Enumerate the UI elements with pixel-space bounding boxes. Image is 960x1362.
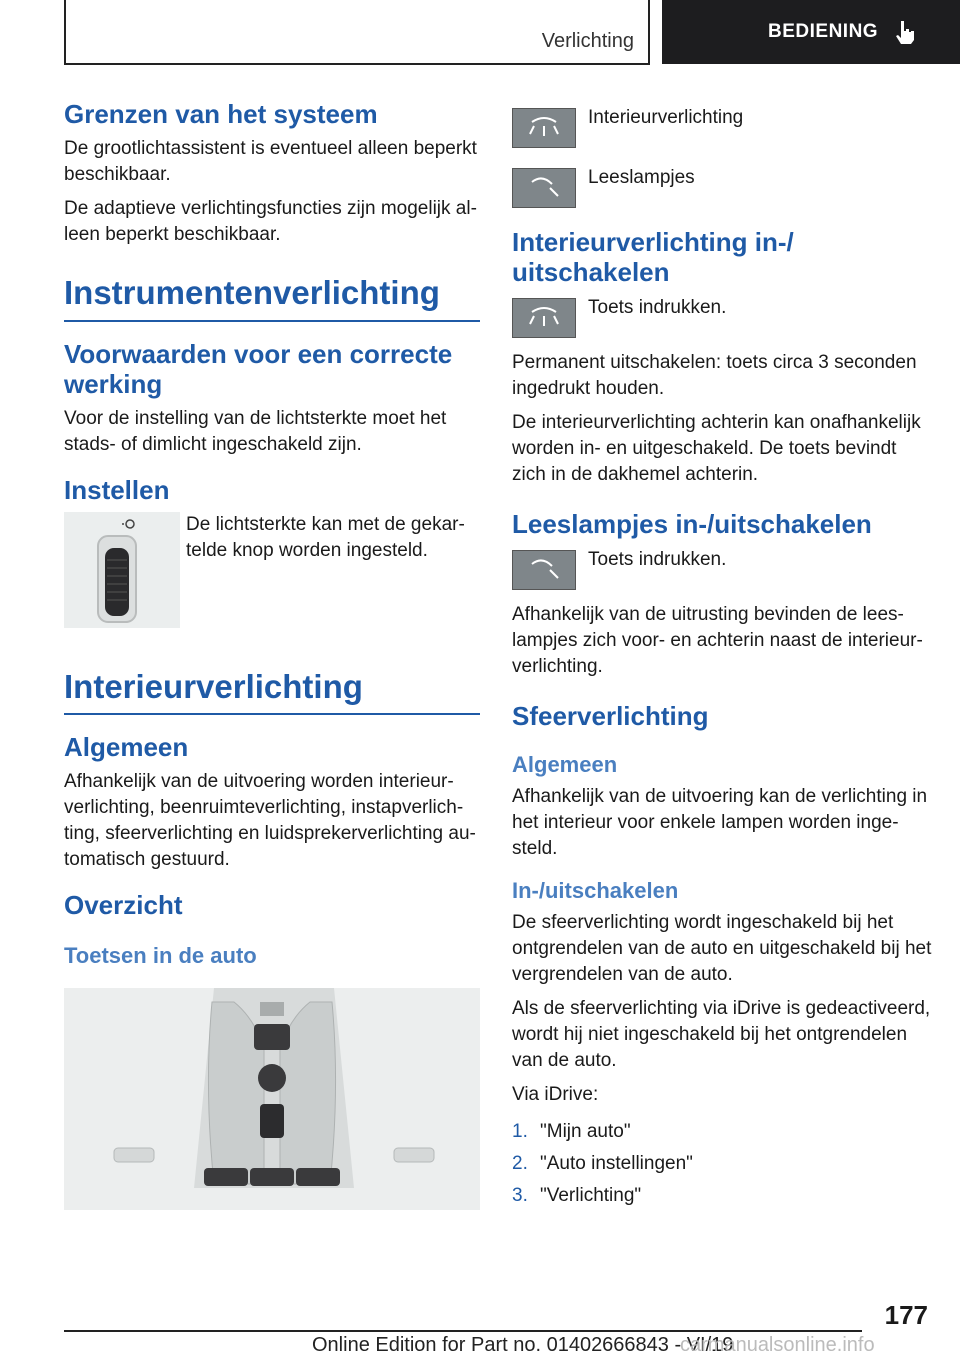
sfeer-algemeen-paragraph: Afhankelijk van de uitvoering kan de verlichting in het interieur voor enkele lampen worden inge-steld. <box>512 785 928 859</box>
heading-leeslampjes: Leeslampjes in-/uitschakelen <box>512 508 872 539</box>
overhead-console-image <box>64 988 480 1210</box>
heading-sfeer-algemeen: Algemeen <box>512 751 618 777</box>
list-item: 3. "Verlichting" <box>512 1185 642 1207</box>
toets-text-1: Toets indrukken. <box>588 296 727 318</box>
right-column <box>512 108 932 1212</box>
grenzen-paragraph-2: De adaptieve verlichtingsfuncties zijn mogelijk al-leen beperkt beschikbaar. <box>64 197 477 245</box>
icon-row-leeslampjes <box>512 168 932 208</box>
heading-grenzen: Grenzen van het systeem <box>64 99 378 129</box>
chapter-label: BEDIENING <box>768 21 879 42</box>
header-bottom-rule <box>64 63 650 65</box>
footer-rule <box>64 1330 862 1332</box>
list-item: 2. "Auto instellingen" <box>512 1153 693 1175</box>
reading-light-label: Leeslampjes <box>588 167 695 188</box>
heading-instellen: Instellen <box>64 474 170 505</box>
heading-algemeen: Algemeen <box>64 732 189 763</box>
heading-toetsen: Toetsen in de auto <box>64 943 257 969</box>
reading-light-icon <box>512 168 576 208</box>
page-number: 177 <box>884 1300 928 1330</box>
heading-voorwaarden: Voorwaarden voor een correcte werking <box>64 338 453 399</box>
header-right-rule <box>648 0 650 64</box>
voorwaarden-paragraph: Voor de instelling van de lichtsterkte moet het stads- of dimlicht ingeschakeld zijn. <box>64 407 447 455</box>
icon-row-interieur <box>512 108 932 148</box>
heading-interieurverlichting: Interieurverlichting <box>64 668 480 716</box>
via-idrive-text: Via iDrive: <box>512 1084 599 1106</box>
interior-light-icon <box>512 108 576 148</box>
interior-light-icon-2 <box>512 298 576 338</box>
algemeen-paragraph: Afhankelijk van de uitvoering worden interieur-verlichting, beenruimteverlichting, instapverlich-ting, sfeerverlichting en luidsprekerverlichting au-tomatisch gestuurd. <box>64 771 476 871</box>
heading-instrumentenverlichting: Instrumentenverlichting <box>64 274 480 322</box>
sfeer-inout-paragraph-2: Als de sfeerverlichting via iDrive is gedeactiveerd, wordt hij niet ingeschakeld bij het ontgrendelen van de auto. <box>512 998 931 1072</box>
pointing-hand-icon <box>892 19 918 45</box>
grenzen-paragraph-1: De grootlichtassistent is eventueel alleen beperkt beschikbaar. <box>64 137 477 185</box>
instellen-text: De lichtsterkte kan met de gekar-telde knop worden ingesteld. <box>186 513 465 561</box>
heading-sfeer-inout: In-/uitschakelen <box>512 877 679 903</box>
heading-sfeerverlichting: Sfeerverlichting <box>512 700 709 731</box>
instellen-row <box>64 512 480 628</box>
watermark: carmanualsonline.info <box>680 1334 875 1356</box>
heading-overzicht: Overzicht <box>64 890 183 921</box>
idrive-steps-list <box>512 1116 932 1212</box>
sfeer-inout-paragraph-1: De sfeerverlichting wordt ingeschakeld bij het ontgrendelen van de auto en uitgeschakeld bij het vergrendelen van de auto. <box>512 912 932 986</box>
heading-interieur-inout: Interieurverlichting in-/ uitschakelen <box>512 227 794 287</box>
leeslampjes-paragraph: Afhankelijk van de uitrusting bevinden de lees-lampjes zich voor- en achterin naast de interieur-verlichting. <box>512 603 923 677</box>
permanent-paragraph: Permanent uitschakelen: toets circa 3 seconden ingedrukt houden. <box>512 351 917 399</box>
toets-text-2: Toets indrukken. <box>588 548 727 570</box>
header-left-rule <box>64 0 66 64</box>
interior-light-label: Interieurverlichting <box>588 107 744 128</box>
left-column <box>64 100 480 1210</box>
icon-row-toets2 <box>512 550 932 590</box>
dimmer-knob-image <box>64 512 180 628</box>
reading-light-icon-2 <box>512 550 576 590</box>
icon-row-toets1 <box>512 298 932 338</box>
list-item: 1. "Mijn auto" <box>512 1121 631 1143</box>
header-section-title: Verlichting <box>541 30 634 52</box>
header-chapter-tab[interactable] <box>662 0 960 64</box>
achterin-paragraph: De interieurverlichting achterin kan onafhankelijk worden in- en uitgeschakeld. De toets bevindt zich in de dakhemel achterin. <box>512 411 921 485</box>
footer-edition: Online Edition for Part no. 01402666843 - VI/19 <box>312 1334 734 1356</box>
